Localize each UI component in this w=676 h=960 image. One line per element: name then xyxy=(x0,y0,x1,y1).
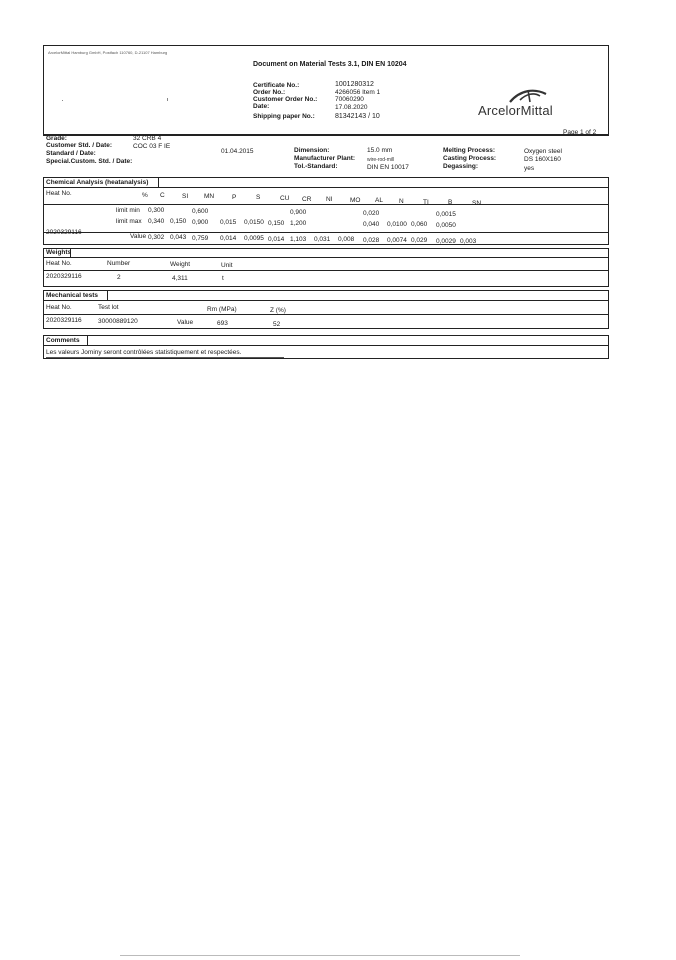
weights-number-header: Number xyxy=(107,260,131,267)
limit-max-al: 0,040 xyxy=(363,221,380,228)
weights-header-rule xyxy=(43,270,609,271)
customer-std-date: 01.04.2015 xyxy=(221,148,254,155)
weights-heat-no: 2020329116 xyxy=(46,273,82,280)
value-mo: 0,008 xyxy=(338,236,355,243)
cert-label: Customer Order No.: xyxy=(253,96,318,103)
limit-min-b: 0,0015 xyxy=(436,211,456,218)
element-header-b: B xyxy=(448,199,453,206)
element-header-sn: SN xyxy=(472,200,482,207)
element-header-p: P xyxy=(232,194,237,201)
limit-max-cr: 1,200 xyxy=(290,220,307,227)
casting-process-value: DS 160X160 xyxy=(524,156,561,163)
mechanical-value-label: Value xyxy=(177,319,194,326)
value-ti: 0,029 xyxy=(411,237,428,244)
scan-speck xyxy=(62,100,63,101)
customer-std-value: COC 03 F IE xyxy=(133,143,171,150)
limit-min-mn: 0,600 xyxy=(192,208,209,215)
value-s: 0,0095 xyxy=(244,235,264,242)
tol-standard-label: Tol.-Standard: xyxy=(294,163,338,170)
limit-max-b: 0,0050 xyxy=(436,222,456,229)
cert-label: Order No.: xyxy=(253,89,286,96)
chemical-title-rule xyxy=(43,187,609,188)
mechanical-title-end xyxy=(107,290,108,300)
heat-number: 2020329116 xyxy=(46,229,82,236)
weights-unit: t xyxy=(222,275,224,282)
weights-weight: 4,311 xyxy=(172,275,188,282)
mechanical-heat-header: Heat No. xyxy=(46,304,72,311)
mechanical-rm-value: 693 xyxy=(217,320,228,327)
melting-process-value: Oxygen steel xyxy=(524,148,562,155)
manufacturer-plant-value: wire-rod-mill xyxy=(367,157,395,163)
weights-heat-header: Heat No. xyxy=(46,260,72,267)
casting-process-label: Casting Process: xyxy=(443,155,497,162)
limit-min-c: 0,300 xyxy=(148,207,165,214)
standard-label: Standard / Date: xyxy=(46,150,96,157)
degassing-label: Degassing: xyxy=(443,163,479,170)
page-indicator: Page 1 of 2 xyxy=(563,129,597,136)
mechanical-title: Mechanical tests xyxy=(46,292,99,299)
element-header-c: C xyxy=(160,192,165,199)
limit-max-label: limit max xyxy=(116,218,142,225)
limit-max-c: 0,340 xyxy=(148,218,165,225)
limit-min-label: limit min xyxy=(116,207,140,214)
melting-process-label: Melting Process: xyxy=(443,147,496,154)
certificate-date: 17.08.2020 xyxy=(335,104,368,111)
value-sn: 0,003 xyxy=(460,238,477,245)
element-header-ni: NI xyxy=(326,196,333,203)
weights-box xyxy=(43,248,609,287)
certificate-number: 1001280312 xyxy=(335,81,374,88)
cert-label: Date: xyxy=(253,103,270,110)
heat-no-header: Heat No. xyxy=(46,190,72,197)
order-number: 4266056 Item 1 xyxy=(335,89,381,96)
element-header-cr: CR xyxy=(302,196,312,203)
limit-min-cr: 0,900 xyxy=(290,209,307,216)
element-header-al: AL xyxy=(375,197,383,204)
mechanical-z-header: Z (%) xyxy=(270,307,286,314)
value-al: 0,028 xyxy=(363,237,380,244)
customer-order-number: 70060290 xyxy=(335,96,364,103)
element-header-s: S xyxy=(256,194,261,201)
value-si: 0,043 xyxy=(170,234,187,241)
value-b: 0,0029 xyxy=(436,238,456,245)
value-label: Value xyxy=(130,233,147,240)
value-mn: 0,759 xyxy=(192,235,209,242)
limit-max-mn: 0,900 xyxy=(192,219,209,226)
element-header-cu: CU xyxy=(280,195,290,202)
comments-title: Comments xyxy=(46,337,80,344)
scan-bottom-edge xyxy=(120,955,520,956)
comments-text-underline xyxy=(46,357,284,358)
dimension-value: 15.0 mm xyxy=(367,147,393,154)
cert-label: Shipping paper No.: xyxy=(253,113,315,120)
weights-title: Weights xyxy=(46,249,72,256)
weights-title-rule xyxy=(43,257,609,258)
limit-max-si: 0,150 xyxy=(170,218,187,225)
special-custom-std-label: Special.Custom. Std. / Date: xyxy=(46,158,133,165)
chemical-header-rule xyxy=(43,204,609,205)
manufacturer-plant-label: Manufacturer Plant: xyxy=(294,155,356,162)
dimension-label: Dimension: xyxy=(294,147,330,154)
tol-standard-value: DIN EN 10017 xyxy=(367,164,409,171)
element-header-si: SI xyxy=(182,193,189,200)
comments-text: Les valeurs Jominy seront contrôlées statistiquement et respectées. xyxy=(46,349,242,356)
company-address-line: ArcelorMittal Hamburg GmbH, Postfach 110760, D-21107 Hamburg xyxy=(48,50,168,55)
limit-max-ti: 0,060 xyxy=(411,221,428,228)
element-header-ti: TI xyxy=(423,199,429,206)
document-title: Document on Material Tests 3.1, DIN EN 10204 xyxy=(253,61,407,68)
comments-title-rule xyxy=(43,345,609,346)
value-p: 0,014 xyxy=(220,235,237,242)
arcelormittal-logo-text: ArcelorMittal xyxy=(478,103,553,118)
limit-max-s: 0,0150 xyxy=(244,219,264,226)
arcelormittal-logo-icon xyxy=(500,86,556,104)
element-header-n: N xyxy=(399,198,404,205)
mechanical-rm-header: Rm (MPa) xyxy=(207,306,237,313)
value-cr: 1,103 xyxy=(290,236,307,243)
chemical-analysis-title: Chemical Analysis (heatanalysis) xyxy=(46,179,149,186)
degassing-value: yes xyxy=(524,165,535,172)
mechanical-test-lot: 30000889120 xyxy=(98,318,138,325)
weights-unit-header: Unit xyxy=(221,262,233,269)
percent-header: % xyxy=(142,192,148,199)
mechanical-heat-no: 2020329116 xyxy=(46,317,82,324)
shipping-paper-number: 81342143 / 10 xyxy=(335,113,380,120)
scan-speck xyxy=(167,98,168,101)
value-ni: 0,031 xyxy=(314,236,331,243)
value-cu: 0,014 xyxy=(268,236,285,243)
limit-max-p: 0,015 xyxy=(220,219,237,226)
element-header-mo: MO xyxy=(350,197,361,204)
limit-min-al: 0,020 xyxy=(363,210,380,217)
value-c: 0,302 xyxy=(148,234,165,241)
limit-max-cu: 0,150 xyxy=(268,220,285,227)
comments-title-end xyxy=(87,335,88,345)
element-header-mn: MN xyxy=(204,193,215,200)
chemical-value-rule xyxy=(43,232,609,233)
grade-block-top-rule xyxy=(43,135,609,136)
mechanical-title-rule xyxy=(43,300,609,301)
grade-label: Grade: xyxy=(46,135,67,142)
weights-weight-header: Weight xyxy=(170,261,191,268)
value-n: 0,0074 xyxy=(387,237,407,244)
customer-std-label: Customer Std. / Date: xyxy=(46,142,113,149)
weights-number: 2 xyxy=(117,274,121,281)
cert-label: Certificate No.: xyxy=(253,82,300,89)
chemical-title-end xyxy=(158,177,159,187)
grade-value: 32 CRB 4 xyxy=(133,135,162,142)
mechanical-testlot-header: Test lot xyxy=(98,304,119,311)
limit-max-n: 0,0100 xyxy=(387,221,407,228)
mechanical-header-rule xyxy=(43,314,609,315)
mechanical-z-value: 52 xyxy=(273,321,281,328)
